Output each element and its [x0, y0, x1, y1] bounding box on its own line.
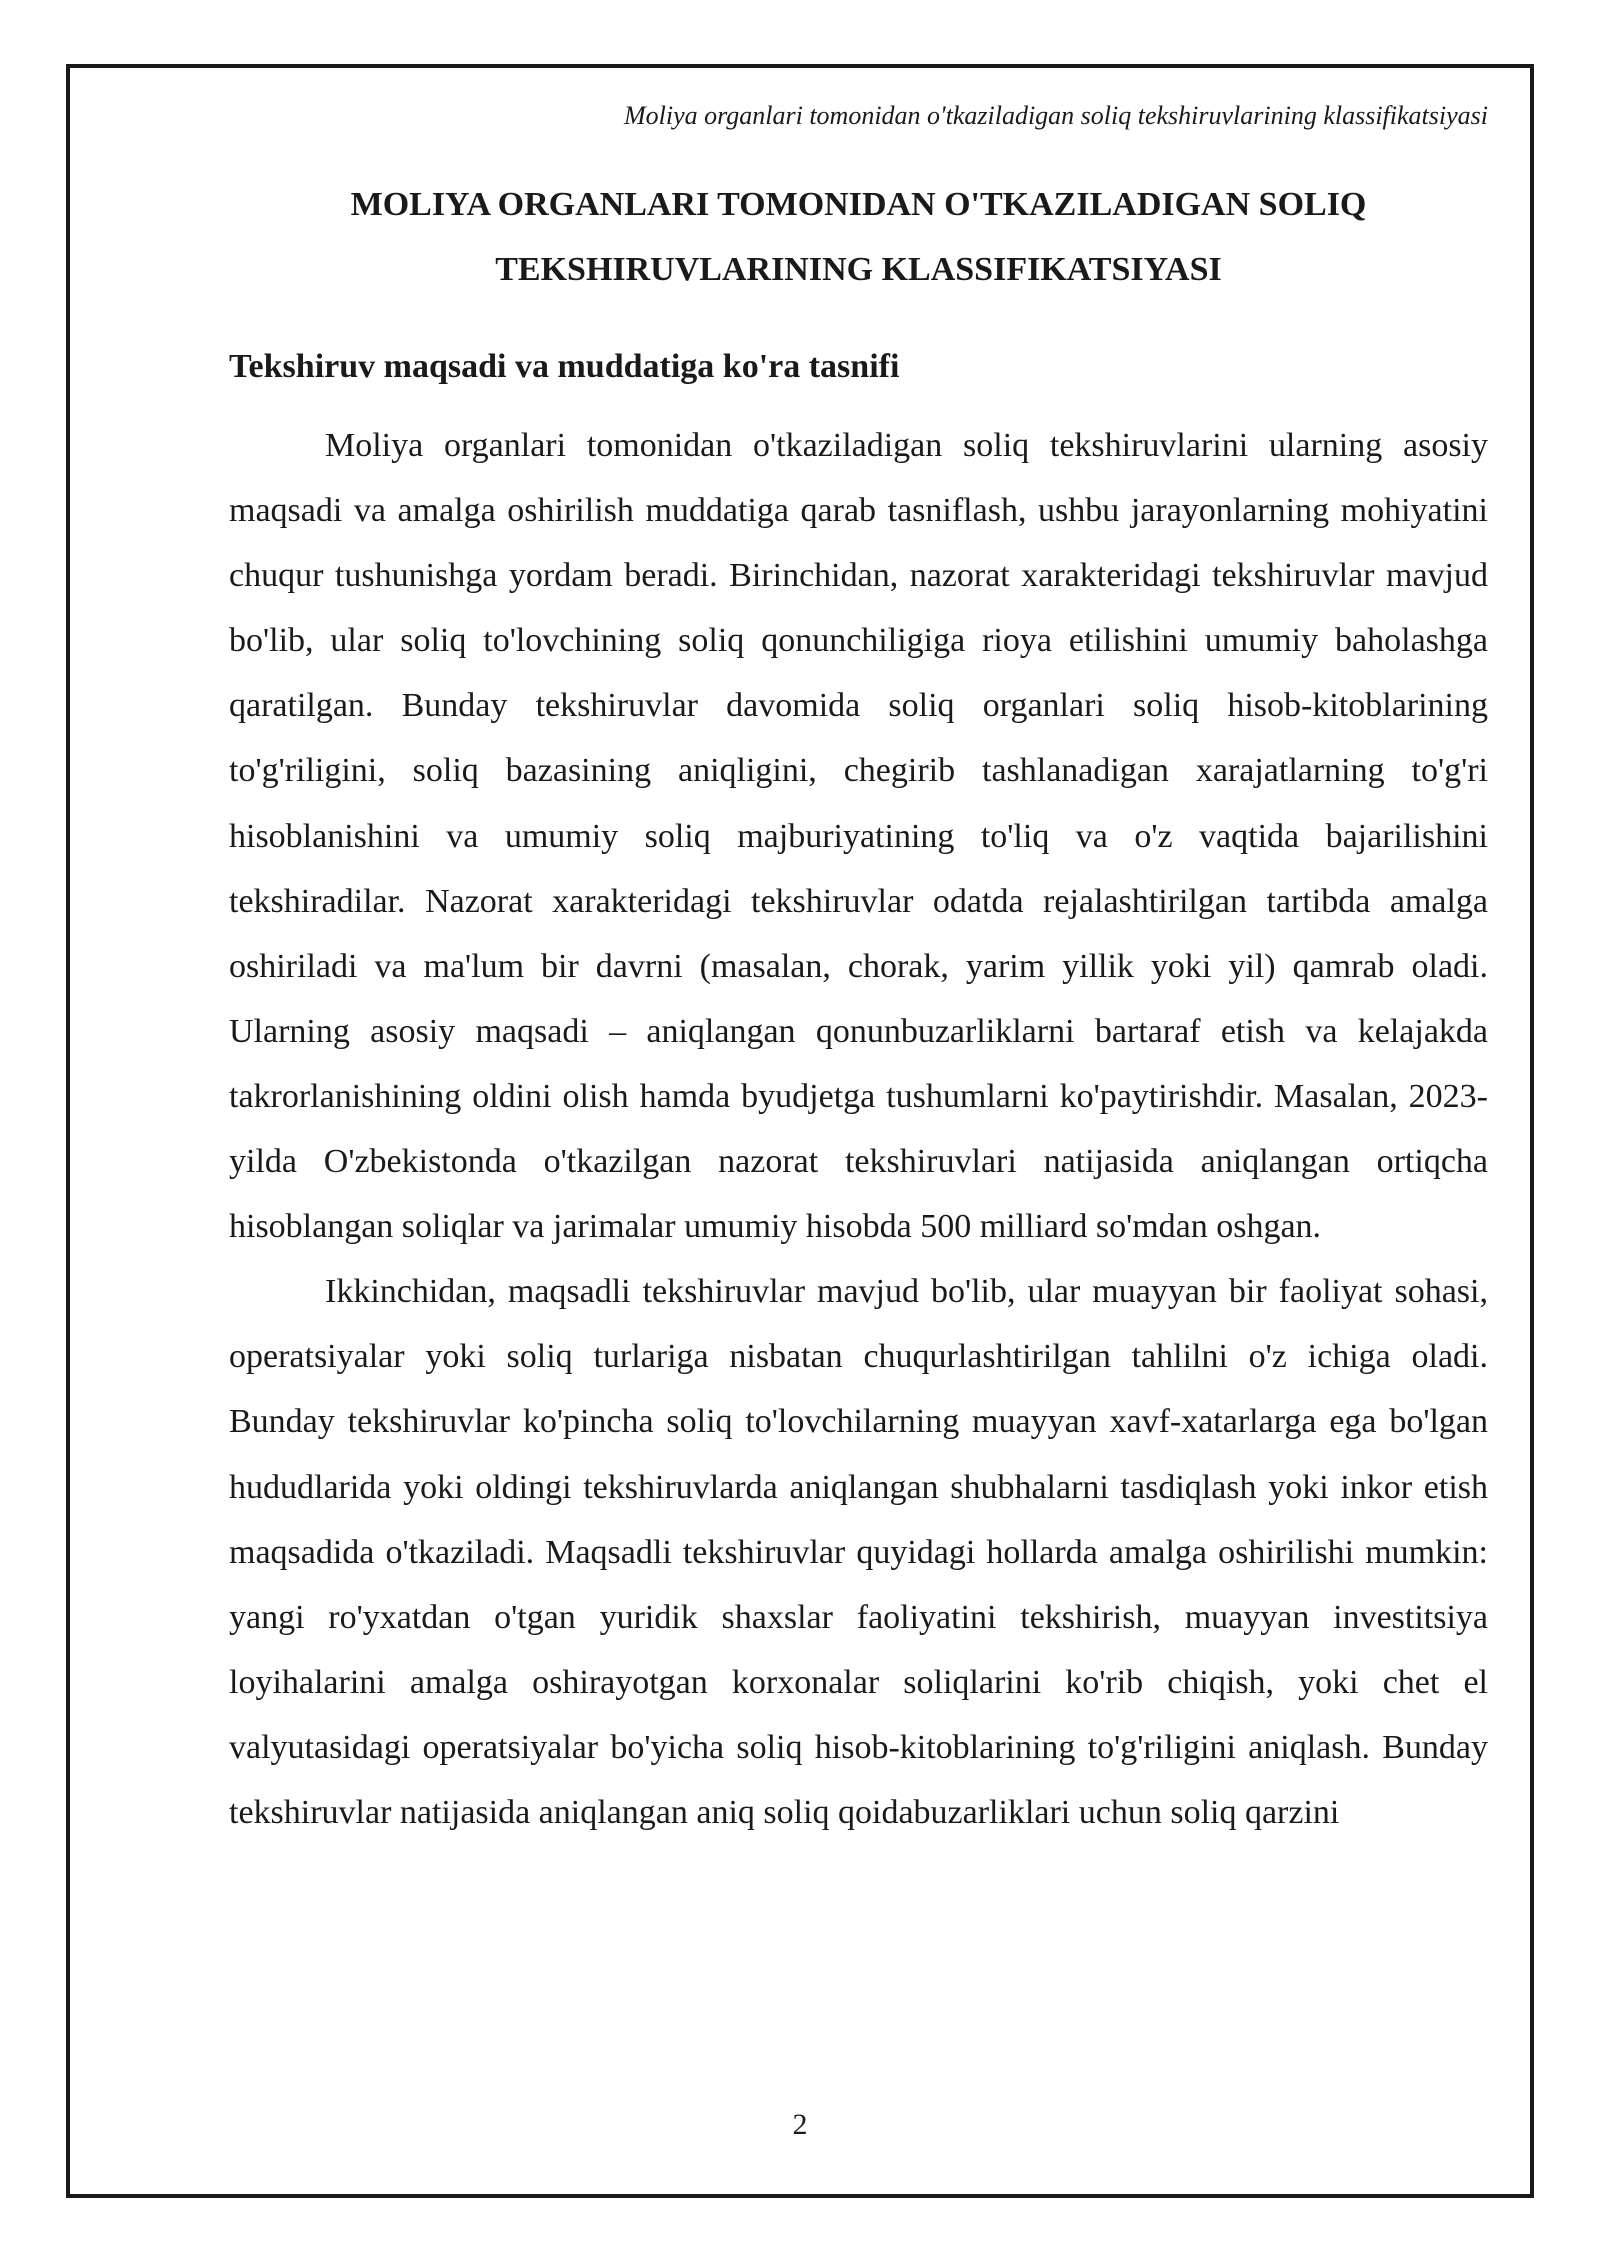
page-number: 2: [792, 2108, 808, 2141]
document-title: [229, 172, 1488, 302]
document-title-line-1: MOLIYA ORGANLARI TOMONIDAN O'TKAZILADIGAN SOLIQ: [350, 186, 1367, 223]
page-content: [229, 90, 1488, 1845]
section-heading: Tekshiruv maqsadi va muddatiga ko'ra tasnifi: [229, 348, 900, 385]
document-title-line-2: TEKSHIRUVLARINING KLASSIFIKATSIYASI: [495, 251, 1222, 288]
body-paragraph-1: Moliya organlari tomonidan o'tkaziladigan soliq tekshiruvlarini ularning asosiy maqsadi va amalga oshirilish muddatiga qarab tasniflash, ushbu jarayonlarning mohiyatini chuqur tushunishga yordam beradi. Birinchidan, nazorat xarakteridagi tekshiruvlar mavjud bo'lib, ular soliq to'lovchining soliq qonunchiligiga rioya etilishini umumiy baholashga qaratilgan. Bunday tekshiruvlar davomida soliq organlari soliq hisob-kitoblarining to'g'riligini, soliq bazasining aniqligini, chegirib tashlanadigan xarajatlarning to'g'ri hisoblanishini va umumiy soliq majburiyatining to'liq va o'z vaqtida bajarilishini tekshiradilar. Nazorat xarakteridagi tekshiruvlar odatda rejalashtirilgan tartibda amalga oshiriladi va ma'lum bir davrni (masalan, chorak, yarim yillik yoki yil) qamrab oladi. Ularning asosiy maqsadi – aniqlangan qonunbuzarliklarni bartaraf etish va kelajakda takrorlanishining oldini olish hamda byudjetga tushumlarni ko'paytirishdir. Masalan, 2023-yilda O'zbekistonda o'tkazilgan nazorat tekshiruvlari natijasida aniqlangan ortiqcha hisoblangan soliqlar va jarimalar umumiy hisobda 500 milliard so'mdan oshgan.: [229, 427, 1488, 1246]
body-paragraph-2: Ikkinchidan, maqsadli tekshiruvlar mavjud bo'lib, ular muayyan bir faoliyat sohasi, operatsiyalar yoki soliq turlariga nisbatan chuqurlashtirilgan tahlilni o'z ichiga oladi. Bunday tekshiruvlar ko'pincha soliq to'lovchilarning muayyan xavf-xatarlarga ega bo'lgan hududlarida yoki oldingi tekshiruvlarda aniqlangan shubhalarni tasdiqlash yoki inkor etish maqsadida o'tkaziladi. Maqsadli tekshiruvlar quyidagi hollarda amalga oshirilishi mumkin: yangi ro'yxatdan o'tgan yuridik shaxslar faoliyatini tekshirish, muayyan investitsiya loyihalarini amalga oshirayotgan korxonalar soliqlarini ko'rib chiqish, yoki chet el valyutasidagi operatsiyalar bo'yicha soliq hisob-kitoblarining to'g'riligini aniqlash. Bunday tekshiruvlar natijasida aniqlangan aniq soliq qoidabuzarliklari uchun soliq qarzini: [229, 1273, 1488, 1831]
running-header: Moliya organlari tomonidan o'tkaziladigan soliq tekshiruvlarining klassifikatsiyasi: [623, 101, 1488, 130]
